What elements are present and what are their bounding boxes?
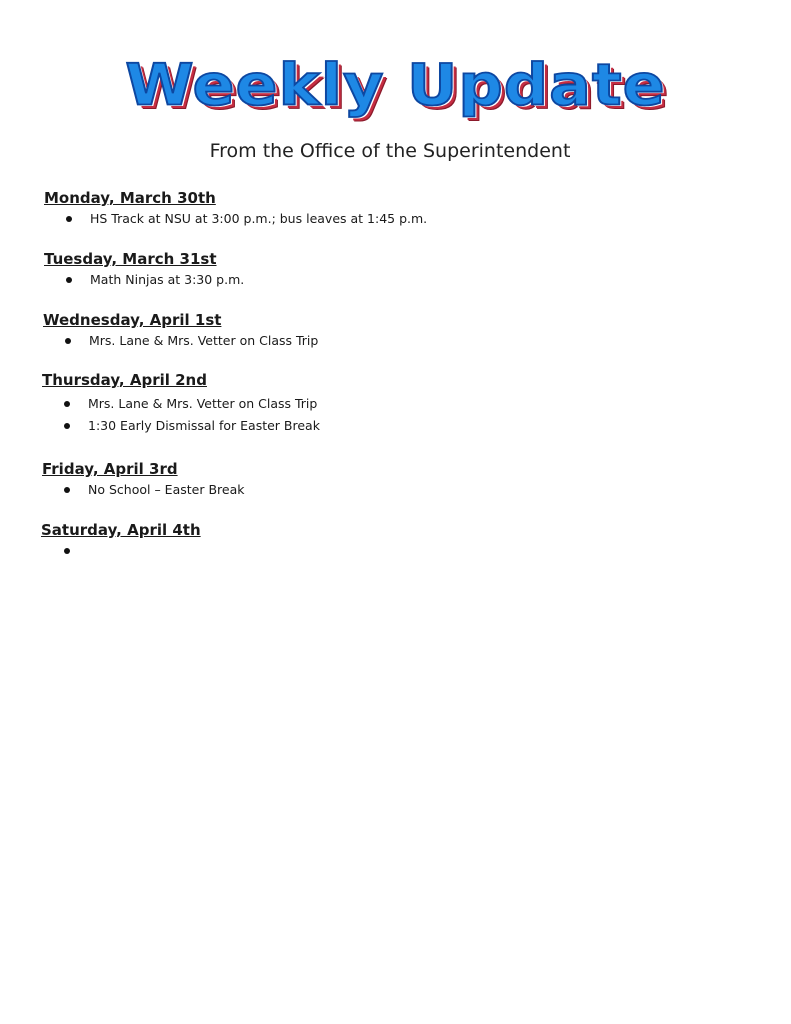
banner-title: Weekly Update: [125, 50, 666, 119]
day-section-wednesday: [0, 310, 760, 352]
event-list: [64, 479, 760, 501]
list-item: [65, 330, 760, 352]
day-section-thursday: [0, 370, 760, 437]
bullet-icon: [64, 487, 70, 493]
list-item: [64, 393, 760, 415]
event-text: No School – Easter Break: [88, 482, 245, 497]
bullet-icon: [64, 548, 70, 554]
day-heading: Thursday, April 2nd: [42, 371, 207, 389]
event-text: Mrs. Lane & Mrs. Vetter on Class Trip: [88, 396, 318, 411]
event-text: Math Ninjas at 3:30 p.m.: [90, 272, 245, 287]
page-subtitle: From the Office of the Superintendent: [209, 140, 571, 162]
day-section-monday: [0, 188, 760, 230]
event-list: [64, 540, 760, 562]
event-text: HS Track at NSU at 3:00 p.m.; bus leaves at 1:45 p.m.: [90, 211, 428, 226]
day-heading: Saturday, April 4th: [41, 521, 201, 539]
event-list: [65, 330, 760, 352]
day-section-saturday: [0, 520, 760, 562]
bullet-icon: [66, 277, 72, 283]
bullet-icon: [66, 216, 72, 222]
list-item: [64, 415, 760, 437]
day-heading: Monday, March 30th: [44, 189, 216, 207]
event-text: 1:30 Early Dismissal for Easter Break: [88, 418, 320, 433]
list-item: [64, 479, 760, 501]
list-item: [66, 208, 760, 230]
event-list: [66, 269, 760, 291]
day-heading: Tuesday, March 31st: [44, 250, 217, 268]
list-item: [64, 540, 760, 562]
event-text: Mrs. Lane & Mrs. Vetter on Class Trip: [89, 333, 319, 348]
bullet-icon: [64, 423, 70, 429]
event-list: [64, 393, 760, 437]
day-heading: Wednesday, April 1st: [43, 311, 222, 329]
day-section-tuesday: [0, 249, 760, 291]
day-section-friday: [0, 459, 760, 501]
bullet-icon: [64, 401, 70, 407]
event-list: [66, 208, 760, 230]
list-item: [66, 269, 760, 291]
day-heading: Friday, April 3rd: [42, 460, 178, 478]
weekly-update-banner: [0, 48, 791, 122]
bullet-icon: [65, 338, 71, 344]
